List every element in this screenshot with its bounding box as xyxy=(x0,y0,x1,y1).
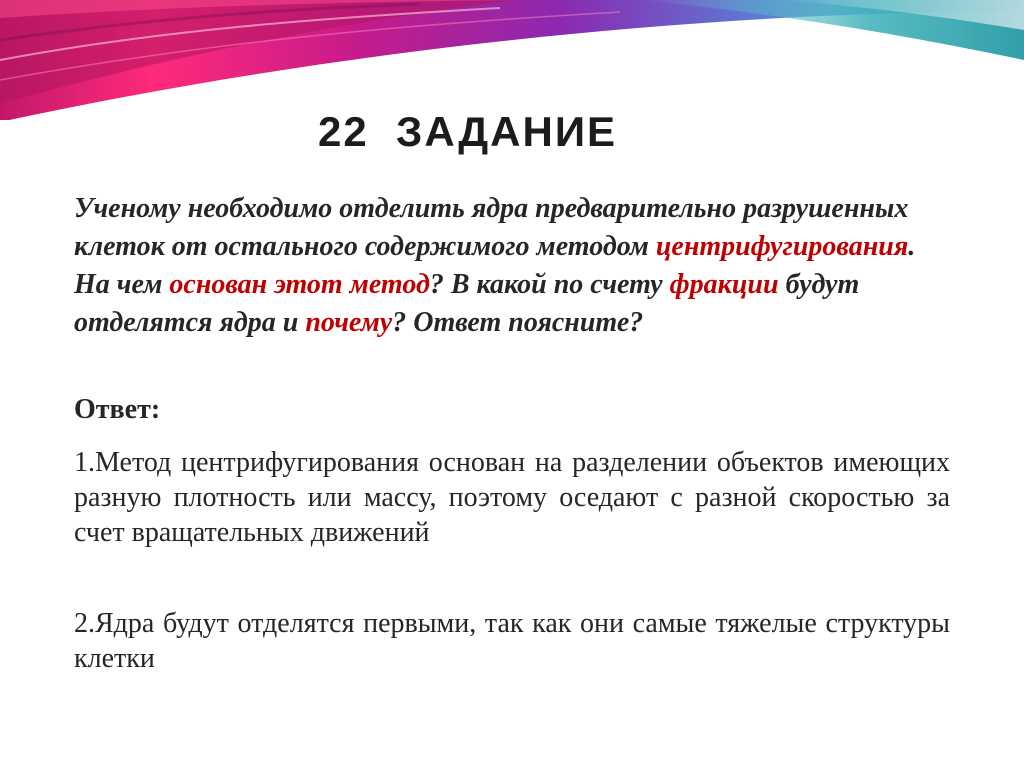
question-highlight: почему xyxy=(305,307,393,338)
answer-label: Ответ: xyxy=(74,394,161,425)
answer-point-2: 2.Ядра будут отделятся первыми, так как они самые тяжелые структуры клетки xyxy=(74,608,950,674)
answer-point-1: 1.Метод центрифугирования основан на разделении объектов имеющих разную плотность или массу, поэтому оседают с разной скоростью за счет вращательных движений xyxy=(74,447,950,548)
question-segment: . На чем xyxy=(74,231,916,300)
question-segment: Ученому необходимо отделить ядра предварительно разрушенных клеток от остального содержимого методом xyxy=(74,193,909,262)
question-highlight: основан этот метод xyxy=(169,269,430,300)
question-segment: ? Ответ поясните? xyxy=(392,307,644,338)
question-text xyxy=(74,190,944,342)
decorative-banner xyxy=(0,0,1024,120)
question-highlight: фракции xyxy=(669,269,779,300)
question-highlight: центрифугирования xyxy=(655,231,909,262)
slide-title: 22 ЗАДАНИЕ xyxy=(318,108,618,155)
question-segment: ? В какой по счету xyxy=(429,269,670,300)
question-segment: будут отделятся ядра и xyxy=(74,269,860,338)
